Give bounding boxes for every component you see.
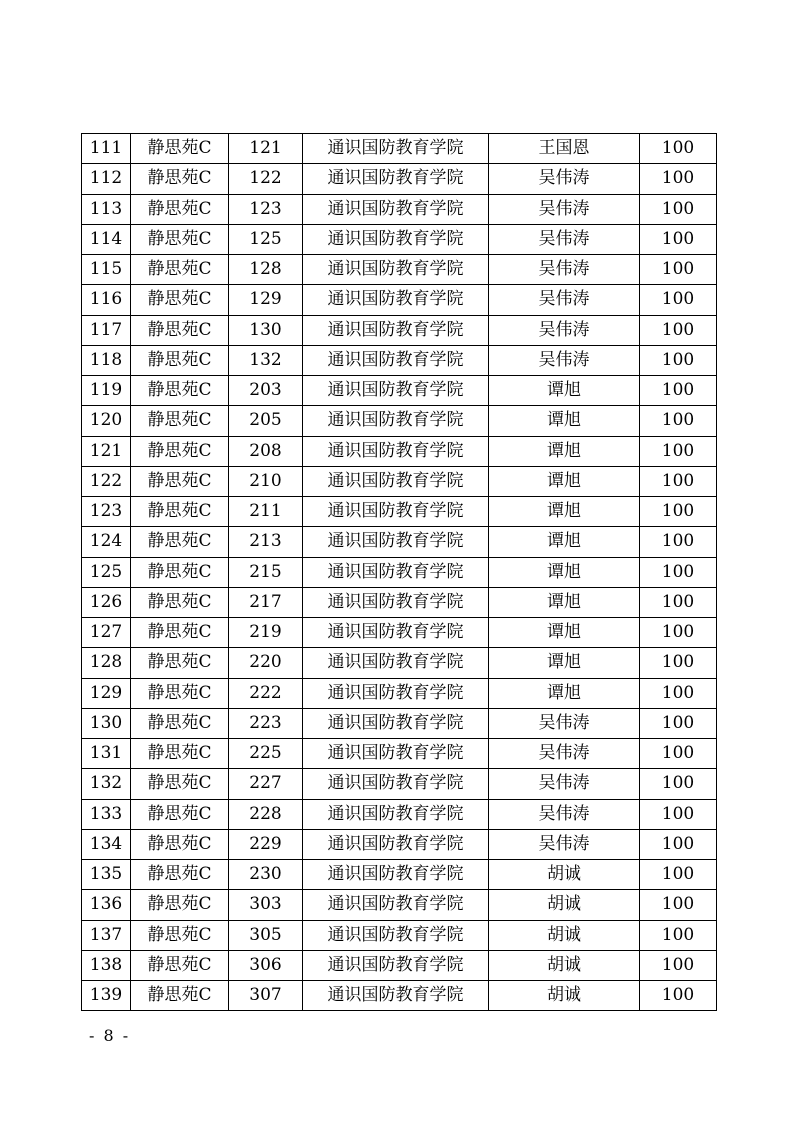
row-index-cell: 124	[82, 527, 131, 557]
table-row	[82, 315, 717, 345]
room-number-cell: 220	[229, 648, 303, 678]
table-row	[82, 466, 717, 496]
counselor-cell: 吴伟涛	[489, 255, 640, 285]
room-number-cell: 130	[229, 315, 303, 345]
table-row	[82, 769, 717, 799]
table-row	[82, 224, 717, 254]
row-index-cell: 136	[82, 890, 131, 920]
table-row	[82, 950, 717, 980]
score-cell: 100	[640, 920, 717, 950]
building-cell: 静思苑C	[131, 769, 229, 799]
room-number-cell: 205	[229, 406, 303, 436]
score-cell: 100	[640, 527, 717, 557]
college-cell: 通识国防教育学院	[303, 920, 489, 950]
building-cell: 静思苑C	[131, 527, 229, 557]
building-cell: 静思苑C	[131, 890, 229, 920]
college-cell: 通识国防教育学院	[303, 376, 489, 406]
counselor-cell: 谭旭	[489, 618, 640, 648]
table-row	[82, 678, 717, 708]
college-cell: 通识国防教育学院	[303, 406, 489, 436]
score-cell: 100	[640, 678, 717, 708]
room-number-cell: 223	[229, 708, 303, 738]
table-row	[82, 920, 717, 950]
room-number-cell: 211	[229, 497, 303, 527]
score-cell: 100	[640, 618, 717, 648]
room-number-cell: 225	[229, 739, 303, 769]
room-number-cell: 217	[229, 587, 303, 617]
room-number-cell: 132	[229, 345, 303, 375]
row-index-cell: 133	[82, 799, 131, 829]
college-cell: 通识国防教育学院	[303, 981, 489, 1011]
table-row	[82, 194, 717, 224]
score-cell: 100	[640, 739, 717, 769]
counselor-cell: 胡诚	[489, 950, 640, 980]
building-cell: 静思苑C	[131, 436, 229, 466]
building-cell: 静思苑C	[131, 406, 229, 436]
counselor-cell: 胡诚	[489, 920, 640, 950]
table-row	[82, 739, 717, 769]
counselor-cell: 谭旭	[489, 436, 640, 466]
score-cell: 100	[640, 285, 717, 315]
room-number-cell: 230	[229, 860, 303, 890]
building-cell: 静思苑C	[131, 950, 229, 980]
college-cell: 通识国防教育学院	[303, 829, 489, 859]
room-number-cell: 222	[229, 678, 303, 708]
room-number-cell: 229	[229, 829, 303, 859]
score-cell: 100	[640, 648, 717, 678]
building-cell: 静思苑C	[131, 587, 229, 617]
row-index-cell: 117	[82, 315, 131, 345]
row-index-cell: 120	[82, 406, 131, 436]
building-cell: 静思苑C	[131, 739, 229, 769]
building-cell: 静思苑C	[131, 285, 229, 315]
score-cell: 100	[640, 708, 717, 738]
table-row	[82, 134, 717, 164]
table-row	[82, 345, 717, 375]
college-cell: 通识国防教育学院	[303, 134, 489, 164]
college-cell: 通识国防教育学院	[303, 890, 489, 920]
counselor-cell: 谭旭	[489, 406, 640, 436]
college-cell: 通识国防教育学院	[303, 799, 489, 829]
college-cell: 通识国防教育学院	[303, 345, 489, 375]
row-index-cell: 127	[82, 618, 131, 648]
room-number-cell: 219	[229, 618, 303, 648]
room-number-cell: 213	[229, 527, 303, 557]
table-row	[82, 557, 717, 587]
college-cell: 通识国防教育学院	[303, 557, 489, 587]
row-index-cell: 135	[82, 860, 131, 890]
building-cell: 静思苑C	[131, 134, 229, 164]
score-cell: 100	[640, 466, 717, 496]
room-number-cell: 228	[229, 799, 303, 829]
building-cell: 静思苑C	[131, 678, 229, 708]
row-index-cell: 128	[82, 648, 131, 678]
counselor-cell: 吴伟涛	[489, 164, 640, 194]
row-index-cell: 125	[82, 557, 131, 587]
table-row	[82, 285, 717, 315]
college-cell: 通识国防教育学院	[303, 164, 489, 194]
room-number-cell: 306	[229, 950, 303, 980]
row-index-cell: 113	[82, 194, 131, 224]
row-index-cell: 118	[82, 345, 131, 375]
counselor-cell: 谭旭	[489, 497, 640, 527]
college-cell: 通识国防教育学院	[303, 194, 489, 224]
table-row	[82, 587, 717, 617]
building-cell: 静思苑C	[131, 345, 229, 375]
score-cell: 100	[640, 406, 717, 436]
room-number-cell: 210	[229, 466, 303, 496]
counselor-cell: 王国恩	[489, 134, 640, 164]
score-cell: 100	[640, 557, 717, 587]
score-cell: 100	[640, 829, 717, 859]
row-index-cell: 126	[82, 587, 131, 617]
row-index-cell: 119	[82, 376, 131, 406]
building-cell: 静思苑C	[131, 194, 229, 224]
table-row	[82, 860, 717, 890]
score-cell: 100	[640, 134, 717, 164]
counselor-cell: 吴伟涛	[489, 799, 640, 829]
score-cell: 100	[640, 860, 717, 890]
college-cell: 通识国防教育学院	[303, 950, 489, 980]
college-cell: 通识国防教育学院	[303, 618, 489, 648]
counselor-cell: 谭旭	[489, 678, 640, 708]
college-cell: 通识国防教育学院	[303, 527, 489, 557]
row-index-cell: 122	[82, 466, 131, 496]
counselor-cell: 吴伟涛	[489, 739, 640, 769]
room-number-cell: 307	[229, 981, 303, 1011]
score-cell: 100	[640, 255, 717, 285]
room-number-cell: 125	[229, 224, 303, 254]
room-number-cell: 129	[229, 285, 303, 315]
room-number-cell: 122	[229, 164, 303, 194]
row-index-cell: 123	[82, 497, 131, 527]
room-number-cell: 128	[229, 255, 303, 285]
row-index-cell: 114	[82, 224, 131, 254]
room-number-cell: 227	[229, 769, 303, 799]
table-row	[82, 829, 717, 859]
room-number-cell: 121	[229, 134, 303, 164]
counselor-cell: 吴伟涛	[489, 829, 640, 859]
score-cell: 100	[640, 497, 717, 527]
row-index-cell: 112	[82, 164, 131, 194]
table-row	[82, 497, 717, 527]
score-cell: 100	[640, 315, 717, 345]
score-cell: 100	[640, 436, 717, 466]
college-cell: 通识国防教育学院	[303, 708, 489, 738]
table-row	[82, 799, 717, 829]
score-cell: 100	[640, 194, 717, 224]
building-cell: 静思苑C	[131, 981, 229, 1011]
counselor-cell: 胡诚	[489, 890, 640, 920]
college-cell: 通识国防教育学院	[303, 678, 489, 708]
row-index-cell: 131	[82, 739, 131, 769]
college-cell: 通识国防教育学院	[303, 315, 489, 345]
table-row	[82, 618, 717, 648]
table-row	[82, 890, 717, 920]
score-cell: 100	[640, 164, 717, 194]
counselor-cell: 胡诚	[489, 860, 640, 890]
score-cell: 100	[640, 376, 717, 406]
counselor-cell: 谭旭	[489, 648, 640, 678]
score-cell: 100	[640, 890, 717, 920]
score-cell: 100	[640, 769, 717, 799]
room-number-cell: 123	[229, 194, 303, 224]
room-number-cell: 305	[229, 920, 303, 950]
building-cell: 静思苑C	[131, 920, 229, 950]
building-cell: 静思苑C	[131, 315, 229, 345]
table-row	[82, 255, 717, 285]
college-cell: 通识国防教育学院	[303, 739, 489, 769]
building-cell: 静思苑C	[131, 557, 229, 587]
college-cell: 通识国防教育学院	[303, 769, 489, 799]
row-index-cell: 137	[82, 920, 131, 950]
score-cell: 100	[640, 950, 717, 980]
row-index-cell: 115	[82, 255, 131, 285]
building-cell: 静思苑C	[131, 708, 229, 738]
row-index-cell: 130	[82, 708, 131, 738]
table-row	[82, 436, 717, 466]
table-row	[82, 527, 717, 557]
counselor-cell: 吴伟涛	[489, 315, 640, 345]
college-cell: 通识国防教育学院	[303, 285, 489, 315]
counselor-cell: 谭旭	[489, 527, 640, 557]
counselor-cell: 吴伟涛	[489, 708, 640, 738]
college-cell: 通识国防教育学院	[303, 224, 489, 254]
score-cell: 100	[640, 224, 717, 254]
table-row	[82, 406, 717, 436]
college-cell: 通识国防教育学院	[303, 497, 489, 527]
building-cell: 静思苑C	[131, 376, 229, 406]
row-index-cell: 121	[82, 436, 131, 466]
score-cell: 100	[640, 799, 717, 829]
building-cell: 静思苑C	[131, 618, 229, 648]
table-row	[82, 648, 717, 678]
building-cell: 静思苑C	[131, 648, 229, 678]
college-cell: 通识国防教育学院	[303, 436, 489, 466]
college-cell: 通识国防教育学院	[303, 587, 489, 617]
counselor-cell: 吴伟涛	[489, 224, 640, 254]
counselor-cell: 胡诚	[489, 981, 640, 1011]
score-cell: 100	[640, 345, 717, 375]
row-index-cell: 111	[82, 134, 131, 164]
counselor-cell: 吴伟涛	[489, 285, 640, 315]
building-cell: 静思苑C	[131, 224, 229, 254]
college-cell: 通识国防教育学院	[303, 255, 489, 285]
building-cell: 静思苑C	[131, 860, 229, 890]
table-row	[82, 708, 717, 738]
building-cell: 静思苑C	[131, 255, 229, 285]
counselor-cell: 谭旭	[489, 376, 640, 406]
table-row	[82, 981, 717, 1011]
counselor-cell: 谭旭	[489, 466, 640, 496]
table-body	[82, 134, 717, 1011]
score-cell: 100	[640, 587, 717, 617]
room-number-cell: 208	[229, 436, 303, 466]
college-cell: 通识国防教育学院	[303, 466, 489, 496]
building-cell: 静思苑C	[131, 497, 229, 527]
building-cell: 静思苑C	[131, 799, 229, 829]
room-number-cell: 203	[229, 376, 303, 406]
college-cell: 通识国防教育学院	[303, 648, 489, 678]
counselor-cell: 吴伟涛	[489, 194, 640, 224]
row-index-cell: 139	[82, 981, 131, 1011]
counselor-cell: 吴伟涛	[489, 769, 640, 799]
page-number: - 8 -	[89, 1026, 131, 1045]
building-cell: 静思苑C	[131, 466, 229, 496]
room-number-cell: 215	[229, 557, 303, 587]
row-index-cell: 132	[82, 769, 131, 799]
college-cell: 通识国防教育学院	[303, 860, 489, 890]
row-index-cell: 138	[82, 950, 131, 980]
table-row	[82, 376, 717, 406]
counselor-cell: 谭旭	[489, 587, 640, 617]
row-index-cell: 116	[82, 285, 131, 315]
room-number-cell: 303	[229, 890, 303, 920]
counselor-cell: 谭旭	[489, 557, 640, 587]
building-cell: 静思苑C	[131, 164, 229, 194]
score-cell: 100	[640, 981, 717, 1011]
counselor-cell: 吴伟涛	[489, 345, 640, 375]
table-row	[82, 164, 717, 194]
row-index-cell: 134	[82, 829, 131, 859]
row-index-cell: 129	[82, 678, 131, 708]
dormitory-table	[81, 133, 717, 1011]
building-cell: 静思苑C	[131, 829, 229, 859]
